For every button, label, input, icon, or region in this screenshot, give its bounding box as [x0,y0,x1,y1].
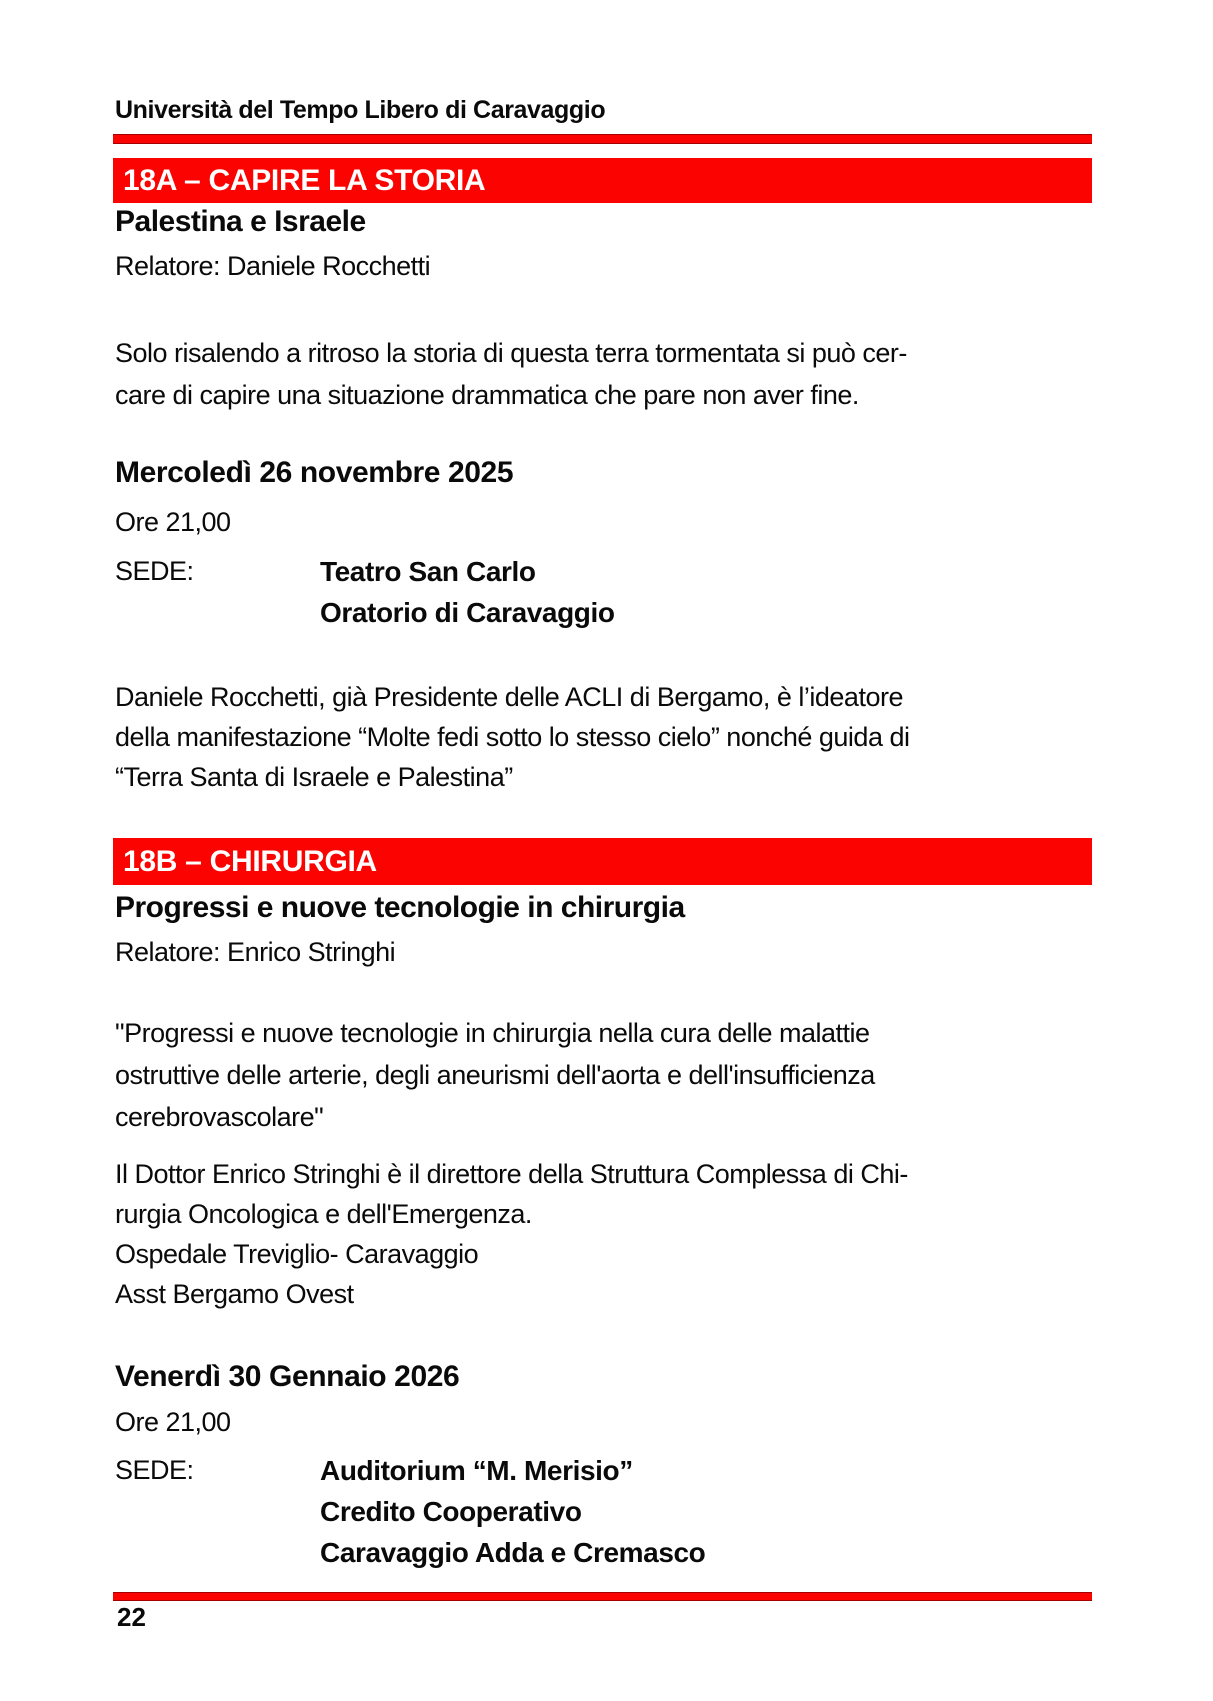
header-divider-rule [113,134,1092,144]
section-18a-date: Mercoledì 26 novembre 2025 [115,456,514,489]
section-18a-venue-row [115,551,1092,633]
section-18a-title: Palestina e Israele [115,205,366,238]
footer-divider-rule [113,1592,1092,1601]
section-18a-speaker: Relatore: Daniele Rocchetti [115,251,431,281]
section-18b-time: Ore 21,00 [115,1407,231,1437]
section-banner-18b [113,838,1092,885]
section-18b-bio: Il Dottor Enrico Stringhi è il direttore della Struttura Complessa di Chi- rurgia Oncologica e dell'Emergenza. Ospedale Treviglio- Caravaggio Asst Bergamo Ovest [115,1159,908,1309]
section-banner-18a [113,158,1092,203]
section-18b-date: Venerdì 30 Gennaio 2026 [115,1360,460,1393]
page-header-title: Università del Tempo Libero di Caravaggio [115,96,606,124]
section-18a-description: Solo risalendo a ritroso la storia di questa terra tormentata si può cer- care di capire una situazione drammatica che pare non aver fine. [115,338,907,410]
section-banner-18b-label: 18B – CHIRURGIA [123,844,377,878]
section-18a-venue-label: SEDE: [115,556,194,586]
section-18a-bio: Daniele Rocchetti, già Presidente delle ACLI di Bergamo, è l’ideatore della manifestazione “Molte fedi sotto lo stesso cielo” nonché guida di “Terra Santa di Israele e Palestina” [115,682,910,792]
section-18b-speaker: Relatore: Enrico Stringhi [115,937,396,967]
section-banner-18a-label: 18A – CAPIRE LA STORIA [123,163,486,197]
section-18a-venue: Teatro San Carlo Oratorio di Caravaggio [320,556,615,628]
page-number: 22 [117,1602,146,1632]
section-18a-time: Ore 21,00 [115,507,231,537]
section-18b-venue-label: SEDE: [115,1455,194,1485]
section-18b-venue: Auditorium “M. Merisio” Credito Cooperativo Caravaggio Adda e Cremasco [320,1455,706,1568]
section-18b-title: Progressi e nuove tecnologie in chirurgia [115,891,685,924]
section-18b-description: "Progressi e nuove tecnologie in chirurgia nella cura delle malattie ostruttive delle arterie, degli aneurismi dell'aorta e dell'insufficienza cerebrovascolare" [115,1018,875,1132]
section-18b-venue-row [115,1450,1092,1573]
